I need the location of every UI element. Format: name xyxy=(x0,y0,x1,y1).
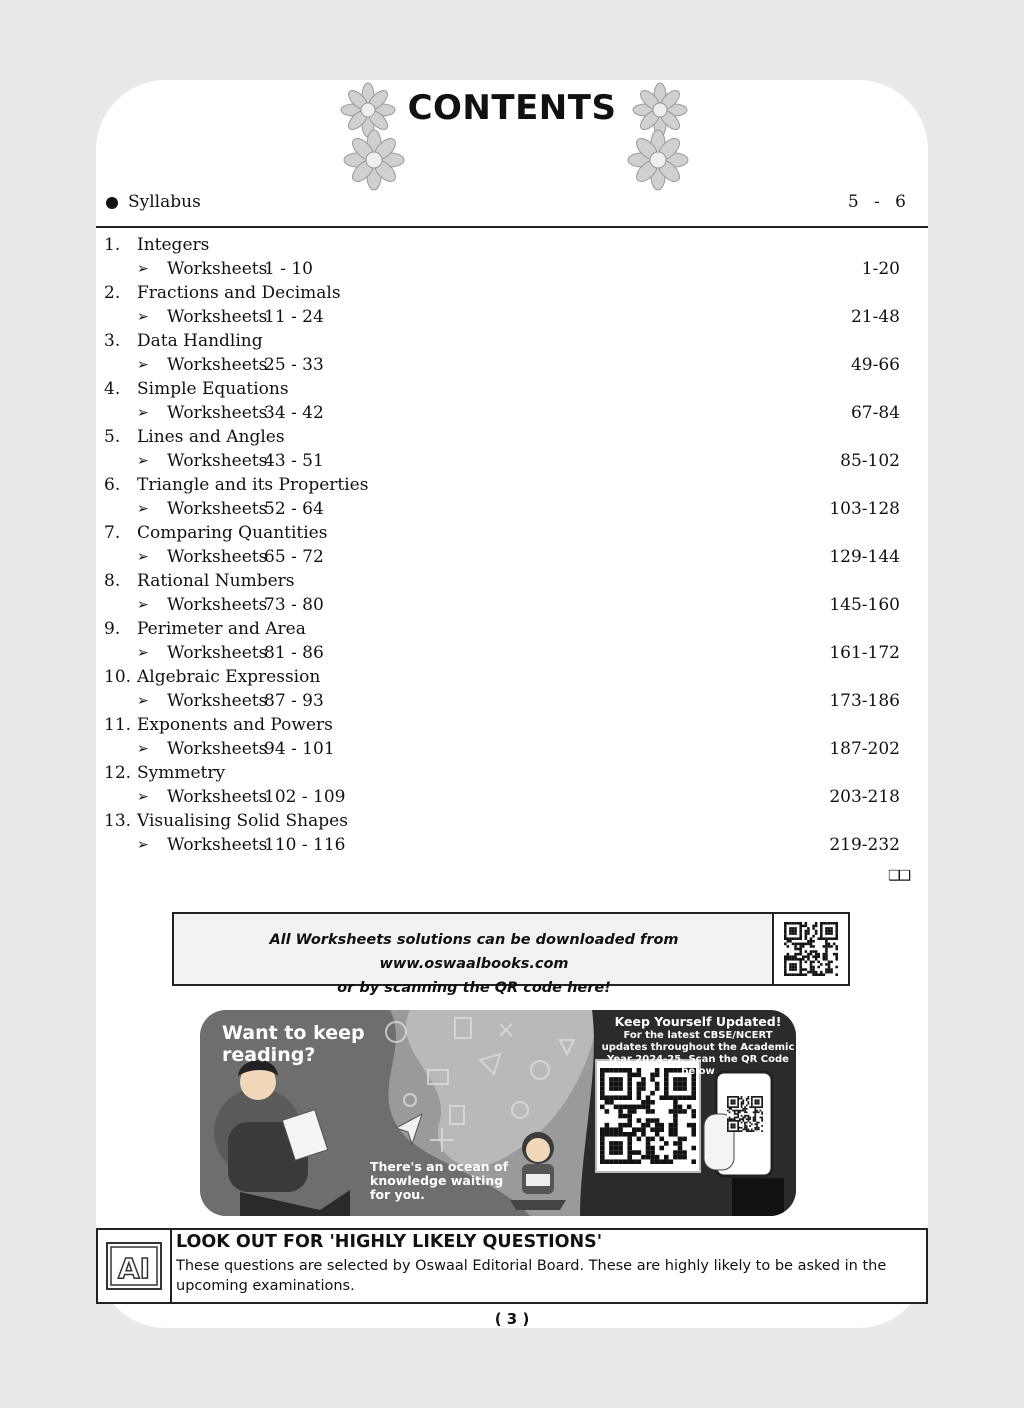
toc-chapter-row xyxy=(104,282,900,306)
worksheets-pages: 173-186 xyxy=(829,691,900,711)
worksheets-pages: 187-202 xyxy=(829,739,900,759)
worksheets-label: Worksheets xyxy=(167,835,268,855)
chapter-title: Algebraic Expression xyxy=(137,667,321,687)
chapter-number: 6. xyxy=(104,475,121,495)
chapter-number: 8. xyxy=(104,571,121,591)
table-of-contents xyxy=(104,234,900,858)
arrow-bullet-icon: ➢ xyxy=(137,549,149,565)
toc-chapter-row xyxy=(104,762,900,786)
worksheets-range: 110 - 116 xyxy=(264,835,346,855)
worksheets-range: 43 - 51 xyxy=(264,451,324,471)
phone-qr-code-icon xyxy=(727,1096,763,1132)
toc-chapter-row xyxy=(104,330,900,354)
worksheets-range: 1 - 10 xyxy=(264,259,313,279)
worksheets-label: Worksheets xyxy=(167,547,268,567)
toc-chapter-row xyxy=(104,618,900,642)
worksheets-label: Worksheets xyxy=(167,643,268,663)
chapter-number: 13. xyxy=(104,811,132,831)
worksheets-range: 52 - 64 xyxy=(264,499,324,519)
chapter-number: 1. xyxy=(104,235,121,255)
arrow-bullet-icon: ➢ xyxy=(137,789,149,805)
syllabus-pages: 5 - 6 xyxy=(847,192,906,212)
qr-code-icon[interactable] xyxy=(784,922,838,976)
worksheets-pages: 67-84 xyxy=(850,403,900,423)
chapter-title: Rational Numbers xyxy=(137,571,295,591)
promo-qr-code-icon[interactable] xyxy=(600,1068,696,1164)
chapter-title: Comparing Quantities xyxy=(137,523,328,543)
chapter-number: 11. xyxy=(104,715,132,735)
highly-likely-description: These questions are selected by Oswaal Editorial Board. These are highly likely to be asked in the upcoming examinations. xyxy=(176,1258,887,1294)
worksheets-pages: 49-66 xyxy=(850,355,900,375)
download-line-1: All Worksheets solutions can be downloaded from www.oswaalbooks.com xyxy=(269,932,679,972)
chapter-number: 5. xyxy=(104,427,121,447)
chapter-number: 12. xyxy=(104,763,132,783)
arrow-bullet-icon: ➢ xyxy=(137,357,149,373)
toc-worksheet-row xyxy=(104,306,900,330)
worksheets-pages: 145-160 xyxy=(829,595,900,615)
promo-banner[interactable] xyxy=(200,1010,796,1216)
toc-worksheet-row xyxy=(104,786,900,810)
arrow-bullet-icon: ➢ xyxy=(137,309,149,325)
highly-likely-heading: LOOK OUT FOR 'HIGHLY LIKELY QUESTIONS' xyxy=(176,1232,603,1252)
download-qr-frame xyxy=(772,914,848,984)
worksheets-range: 65 - 72 xyxy=(264,547,324,567)
toc-worksheet-row xyxy=(104,450,900,474)
toc-worksheet-row xyxy=(104,594,900,618)
chapter-number: 9. xyxy=(104,619,121,639)
toc-chapter-row xyxy=(104,378,900,402)
toc-chapter-row xyxy=(104,666,900,690)
chapter-title: Fractions and Decimals xyxy=(137,283,341,303)
arrow-bullet-icon: ➢ xyxy=(137,741,149,757)
promo-ocean-text: There's an ocean of knowledge waiting for you. xyxy=(370,1159,509,1202)
worksheets-pages: 85-102 xyxy=(840,451,900,471)
toc-worksheet-row xyxy=(104,738,900,762)
chapter-title: Triangle and its Properties xyxy=(137,475,369,495)
toc-worksheet-row xyxy=(104,402,900,426)
highly-likely-box xyxy=(96,1228,928,1304)
download-info-box xyxy=(172,912,850,996)
promo-keep-updated-title: Keep Yourself Updated! xyxy=(614,1014,782,1029)
toc-worksheet-row xyxy=(104,354,900,378)
worksheets-pages: 203-218 xyxy=(829,787,900,807)
worksheets-label: Worksheets xyxy=(167,451,268,471)
chapter-title: Integers xyxy=(137,235,210,255)
worksheets-pages: 219-232 xyxy=(829,835,900,855)
worksheets-label: Worksheets xyxy=(167,595,268,615)
page-number: ( 3 ) xyxy=(494,1310,530,1328)
bullet-icon xyxy=(106,197,118,209)
toc-worksheet-row xyxy=(104,690,900,714)
toc-chapter-row xyxy=(104,522,900,546)
worksheets-label: Worksheets xyxy=(167,691,268,711)
chapter-number: 3. xyxy=(104,331,121,351)
arrow-bullet-icon: ➢ xyxy=(137,405,149,421)
worksheets-label: Worksheets xyxy=(167,499,268,519)
section-divider xyxy=(96,226,928,228)
chapter-number: 10. xyxy=(104,667,132,687)
worksheets-pages: 161-172 xyxy=(829,643,900,663)
chapter-title: Exponents and Powers xyxy=(137,715,333,735)
worksheets-label: Worksheets xyxy=(167,787,268,807)
toc-chapter-row xyxy=(104,426,900,450)
download-line-2: or by scanning the QR code here! xyxy=(337,980,611,996)
ai-icon-frame xyxy=(98,1230,172,1302)
arrow-bullet-icon: ➢ xyxy=(137,261,149,277)
worksheets-range: 87 - 93 xyxy=(264,691,324,711)
worksheets-pages: 1-20 xyxy=(861,259,900,279)
syllabus-label: Syllabus xyxy=(128,192,201,212)
chapter-title: Symmetry xyxy=(137,763,226,783)
toc-worksheet-row xyxy=(104,834,900,858)
toc-worksheet-row xyxy=(104,258,900,282)
arrow-bullet-icon: ➢ xyxy=(137,453,149,469)
worksheets-range: 11 - 24 xyxy=(264,307,324,327)
arrow-bullet-icon: ➢ xyxy=(137,645,149,661)
chapter-title: Data Handling xyxy=(137,331,263,351)
toc-chapter-row xyxy=(104,474,900,498)
toc-worksheet-row xyxy=(104,498,900,522)
chapter-number: 2. xyxy=(104,283,121,303)
toc-chapter-row xyxy=(104,570,900,594)
worksheets-range: 81 - 86 xyxy=(264,643,324,663)
arrow-bullet-icon: ➢ xyxy=(137,693,149,709)
toc-worksheet-row xyxy=(104,546,900,570)
worksheets-range: 25 - 33 xyxy=(264,355,324,375)
chapter-number: 7. xyxy=(104,523,121,543)
worksheets-pages: 129-144 xyxy=(829,547,900,567)
worksheets-range: 94 - 101 xyxy=(264,739,335,759)
arrow-bullet-icon: ➢ xyxy=(137,597,149,613)
worksheets-label: Worksheets xyxy=(167,355,268,375)
promo-headline: Want to keep reading? xyxy=(222,1022,365,1066)
chapter-number: 4. xyxy=(104,379,121,399)
toc-chapter-row xyxy=(104,714,900,738)
worksheets-range: 34 - 42 xyxy=(264,403,324,423)
worksheets-label: Worksheets xyxy=(167,259,268,279)
chapter-title: Simple Equations xyxy=(137,379,289,399)
worksheets-range: 73 - 80 xyxy=(264,595,324,615)
ai-badge-icon xyxy=(106,1242,162,1290)
worksheets-pages: 21-48 xyxy=(850,307,900,327)
chapter-title: Lines and Angles xyxy=(137,427,285,447)
toc-chapter-row xyxy=(104,234,900,258)
end-mark-icon: ❑❑ xyxy=(888,868,910,884)
chapter-title: Perimeter and Area xyxy=(137,619,306,639)
promo-keep-updated-subtitle: For the latest CBSE/NCERT updates throughout the Academic Year 2024-25, Scan the QR Code below xyxy=(601,1030,795,1077)
toc-worksheet-row xyxy=(104,642,900,666)
arrow-bullet-icon: ➢ xyxy=(137,837,149,853)
worksheets-label: Worksheets xyxy=(167,403,268,423)
download-text xyxy=(174,928,774,1000)
chapter-title: Visualising Solid Shapes xyxy=(137,811,348,831)
worksheets-pages: 103-128 xyxy=(829,499,900,519)
worksheets-range: 102 - 109 xyxy=(264,787,346,807)
page-title: CONTENTS xyxy=(407,88,617,128)
toc-chapter-row xyxy=(104,810,900,834)
ai-badge-text: AI xyxy=(117,1252,151,1285)
arrow-bullet-icon: ➢ xyxy=(137,501,149,517)
syllabus-row xyxy=(106,192,906,216)
worksheets-label: Worksheets xyxy=(167,739,268,759)
worksheets-label: Worksheets xyxy=(167,307,268,327)
